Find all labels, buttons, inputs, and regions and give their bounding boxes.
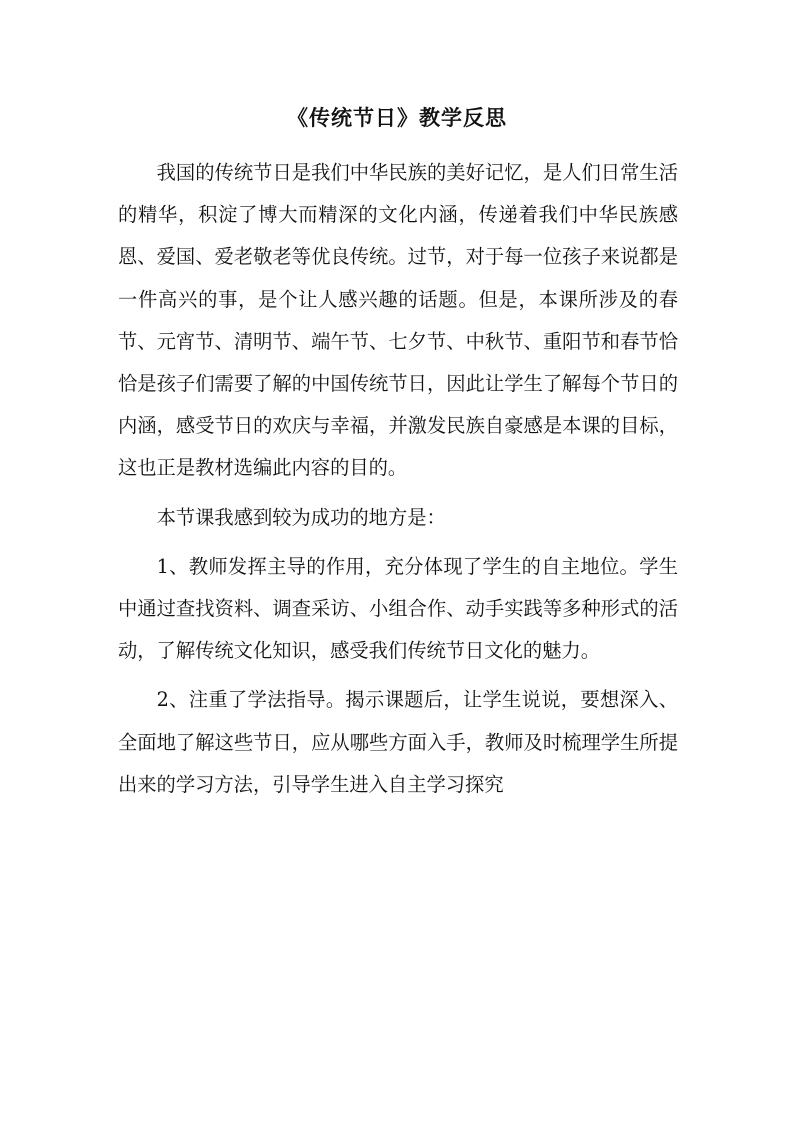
paragraph-point-1: 1、教师发挥主导的作用，充分体现了学生的自主地位。学生中通过查找资料、调查采访、小组合作、动手实践等多种形式的活动，了解传统文化知识，感受我们传统节日文化的魅力。 — [118, 554, 678, 663]
paragraph-success-heading: 本节课我感到较为成功的地方是： — [156, 505, 446, 529]
paragraph-intro: 我国的传统节日是我们中华民族的美好记忆，是人们日常生活的精华，积淀了博大而精深的文化内涵，传递着我们中华民族感恩、爱国、爱老敬老等优良传统。过节，对于每一位孩子来说都是一件高兴的事，是个让人感兴趣的话题。但是，本课所涉及的春节、元宵节、清明节、端午节、七夕节、中秋节、重阳节和春节恰恰是孩子们需要了解的中国传统节日，因此让学生了解每个节日的内涵，感受节日的欢庆与幸福，并激发民族自豪感是本课的目标，这也正是教材选编此内容的目的。 — [118, 161, 678, 480]
document-title: 《传统节日》教学反思 — [287, 106, 507, 130]
paragraph-point-2: 2、注重了学法指导。揭示课题后，让学生说说，要想深入、全面地了解这些节日，应从哪些方面入手，教师及时梳理学生所提出来的学习方法，引导学生进入自主学习探究 — [118, 688, 678, 796]
document-body — [118, 152, 678, 806]
